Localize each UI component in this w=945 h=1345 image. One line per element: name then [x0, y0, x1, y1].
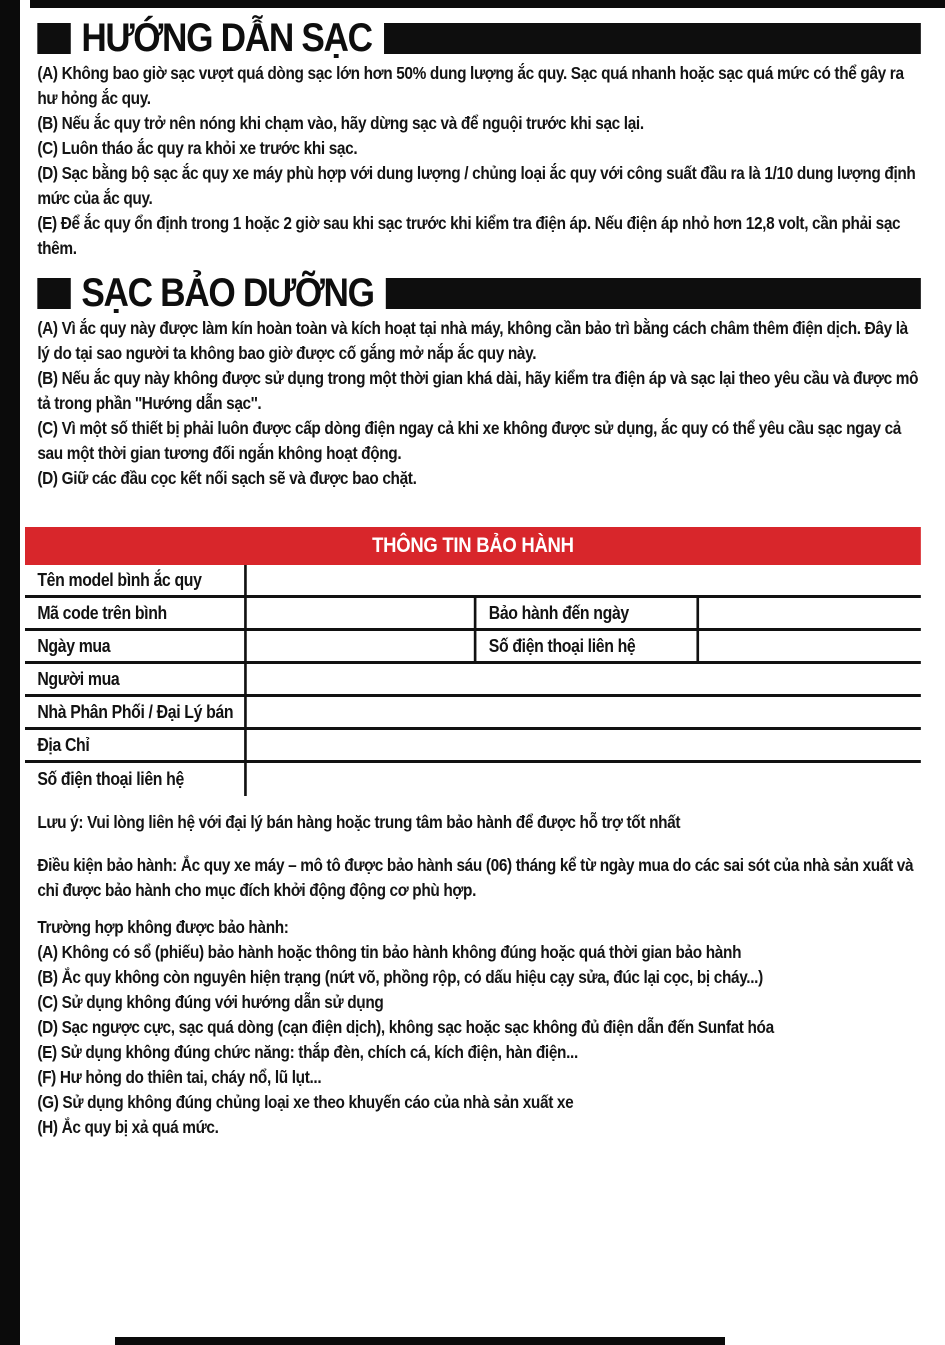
table-row-code-warranty-date [25, 598, 921, 631]
label-purchase-date: Ngày mua [25, 631, 247, 661]
maintenance-item-c: (C) Vì một số thiết bị phải luôn được cấp dòng điện ngay cả khi xe không được sử dụng, ắc quy có thể yêu cầu sạc ngay cả sau một thời gian tương đối ngắn không hoạt động. [37, 418, 902, 463]
warranty-table-title: THÔNG TIN BẢO HÀNH [25, 527, 921, 565]
table-row-buyer [25, 664, 921, 697]
exclusions-title: Trường hợp không được bảo hành: [37, 917, 289, 937]
note-text: Lưu ý: Vui lòng liên hệ với đại lý bán hàng hoặc trung tâm bảo hành để được hỗ trợ tốt nhất [37, 812, 681, 832]
maintenance-charging-list [25, 316, 930, 491]
exclusion-item-c: (C) Sử dụng không đúng với hướng dẫn sử dụng [37, 992, 384, 1012]
scan-bar-bottom [115, 1337, 725, 1345]
label-buyer: Người mua [25, 664, 247, 694]
maintenance-item-d: (D) Giữ các đầu cọc kết nối sạch sẽ và được bao chặt. [37, 468, 417, 488]
charging-item-e: (E) Để ắc quy ổn định trong 1 hoặc 2 giờ sau khi sạc trước khi kiểm tra điện áp. Nếu điện áp nhỏ hơn 12,8 volt, cần phải sạc thêm. [37, 213, 901, 258]
note-block [25, 810, 930, 835]
label-distributor: Nhà Phân Phối / Đại Lý bán [25, 697, 247, 727]
label-warranty-until: Bảo hành đến ngày [476, 598, 699, 628]
exclusion-item-e: (E) Sử dụng không đúng chức năng: thắp đèn, chích cá, kích điện, hàn điện... [37, 1042, 578, 1062]
header-square-icon [37, 278, 70, 309]
table-row-address [25, 730, 921, 763]
field-contact-phone [699, 631, 921, 661]
charging-item-a: (A) Không bao giờ sạc vượt quá dòng sạc lớn hơn 50% dung lượng ắc quy. Sạc quá nhanh hoặc sạc quá mức có thể gây ra hư hỏng ắc quy. [37, 63, 904, 108]
field-address [247, 730, 921, 760]
charging-item-c: (C) Luôn tháo ắc quy ra khỏi xe trước khi sạc. [37, 138, 358, 158]
label-phone: Số điện thoại liên hệ [25, 763, 247, 796]
label-address: Địa Chỉ [25, 730, 247, 760]
field-battery-code [247, 598, 477, 628]
field-warranty-until [699, 598, 921, 628]
warranty-table [25, 527, 921, 796]
field-buyer [247, 664, 921, 694]
warranty-conditions-block [25, 853, 930, 903]
exclusion-item-h: (H) Ắc quy bị xả quá mức. [37, 1117, 219, 1137]
header-bar [384, 23, 921, 54]
maintenance-charging-header [25, 270, 930, 315]
label-contact-phone: Số điện thoại liên hệ [476, 631, 699, 661]
document-content [25, 0, 930, 1140]
table-row-phone [25, 763, 921, 796]
charging-instructions-list [25, 61, 930, 261]
field-distributor [247, 697, 921, 727]
charging-item-b: (B) Nếu ắc quy trở nên nóng khi chạm vào, hãy dừng sạc và để nguội trước khi sạc lại. [37, 113, 644, 133]
charging-instructions-title: HƯỚNG DẪN SẠC [81, 15, 372, 60]
field-purchase-date [247, 631, 477, 661]
header-square-icon [37, 23, 70, 54]
maintenance-item-b: (B) Nếu ắc quy này không được sử dụng trong một thời gian khá dài, hãy kiểm tra điện áp và sạc lại theo yêu cầu và được mô tả trong phần ''Hướng dẫn sạc''. [37, 368, 919, 413]
table-row-distributor [25, 697, 921, 730]
field-battery-model [247, 565, 921, 595]
charging-item-d: (D) Sạc bằng bộ sạc ắc quy xe máy phù hợp với dung lượng / chủng loại ắc quy với công suất đầu ra là 1/10 dung lượng định mức của ắc quy. [37, 163, 916, 208]
charging-instructions-header [25, 15, 930, 60]
table-row-model [25, 565, 921, 598]
exclusion-item-d: (D) Sạc ngược cực, sạc quá dòng (cạn điện dịch), không sạc hoặc sạc không đủ điện dẫn đến Sunfat hóa [37, 1017, 774, 1037]
header-bar [386, 278, 921, 309]
exclusion-item-b: (B) Ắc quy không còn nguyên hiện trạng (nứt võ, phồng rộp, có dấu hiệu cạy sửa, đúc lại cọc, bị cháy...) [37, 967, 763, 987]
warranty-exclusions-block [25, 915, 930, 1140]
warranty-conditions-text: Điều kiện bảo hành: Ắc quy xe máy – mô tô được bảo hành sáu (06) tháng kể từ ngày mua do các sai sót của nhà sản xuất và chỉ được bảo hành cho mục đích khởi động động cơ phù hợp. [37, 855, 914, 900]
table-row-purchase-date-phone [25, 631, 921, 664]
label-battery-code: Mã code trên bình [25, 598, 247, 628]
maintenance-item-a: (A) Vì ắc quy này được làm kín hoàn toàn và kích hoạt tại nhà máy, không cần bảo trì bằng cách châm thêm điện dịch. Đây là lý do tại sao người ta không bao giờ được cố gắng mở nắp ắc quy này. [37, 318, 908, 363]
exclusion-item-a: (A) Không có sổ (phiếu) bảo hành hoặc thông tin bảo hành không đúng hoặc quá thời gian bảo hành [37, 942, 742, 962]
exclusion-item-f: (F) Hư hỏng do thiên tai, cháy nổ, lũ lụt... [37, 1067, 322, 1087]
exclusion-item-g: (G) Sử dụng không đúng chủng loại xe theo khuyến cáo của nhà sản xuất xe [37, 1092, 574, 1112]
field-phone [247, 763, 921, 796]
scan-edge-left [0, 0, 20, 1345]
label-battery-model: Tên model bình ắc quy [25, 565, 247, 595]
maintenance-charging-title: SẠC BẢO DƯỠNG [81, 270, 374, 315]
